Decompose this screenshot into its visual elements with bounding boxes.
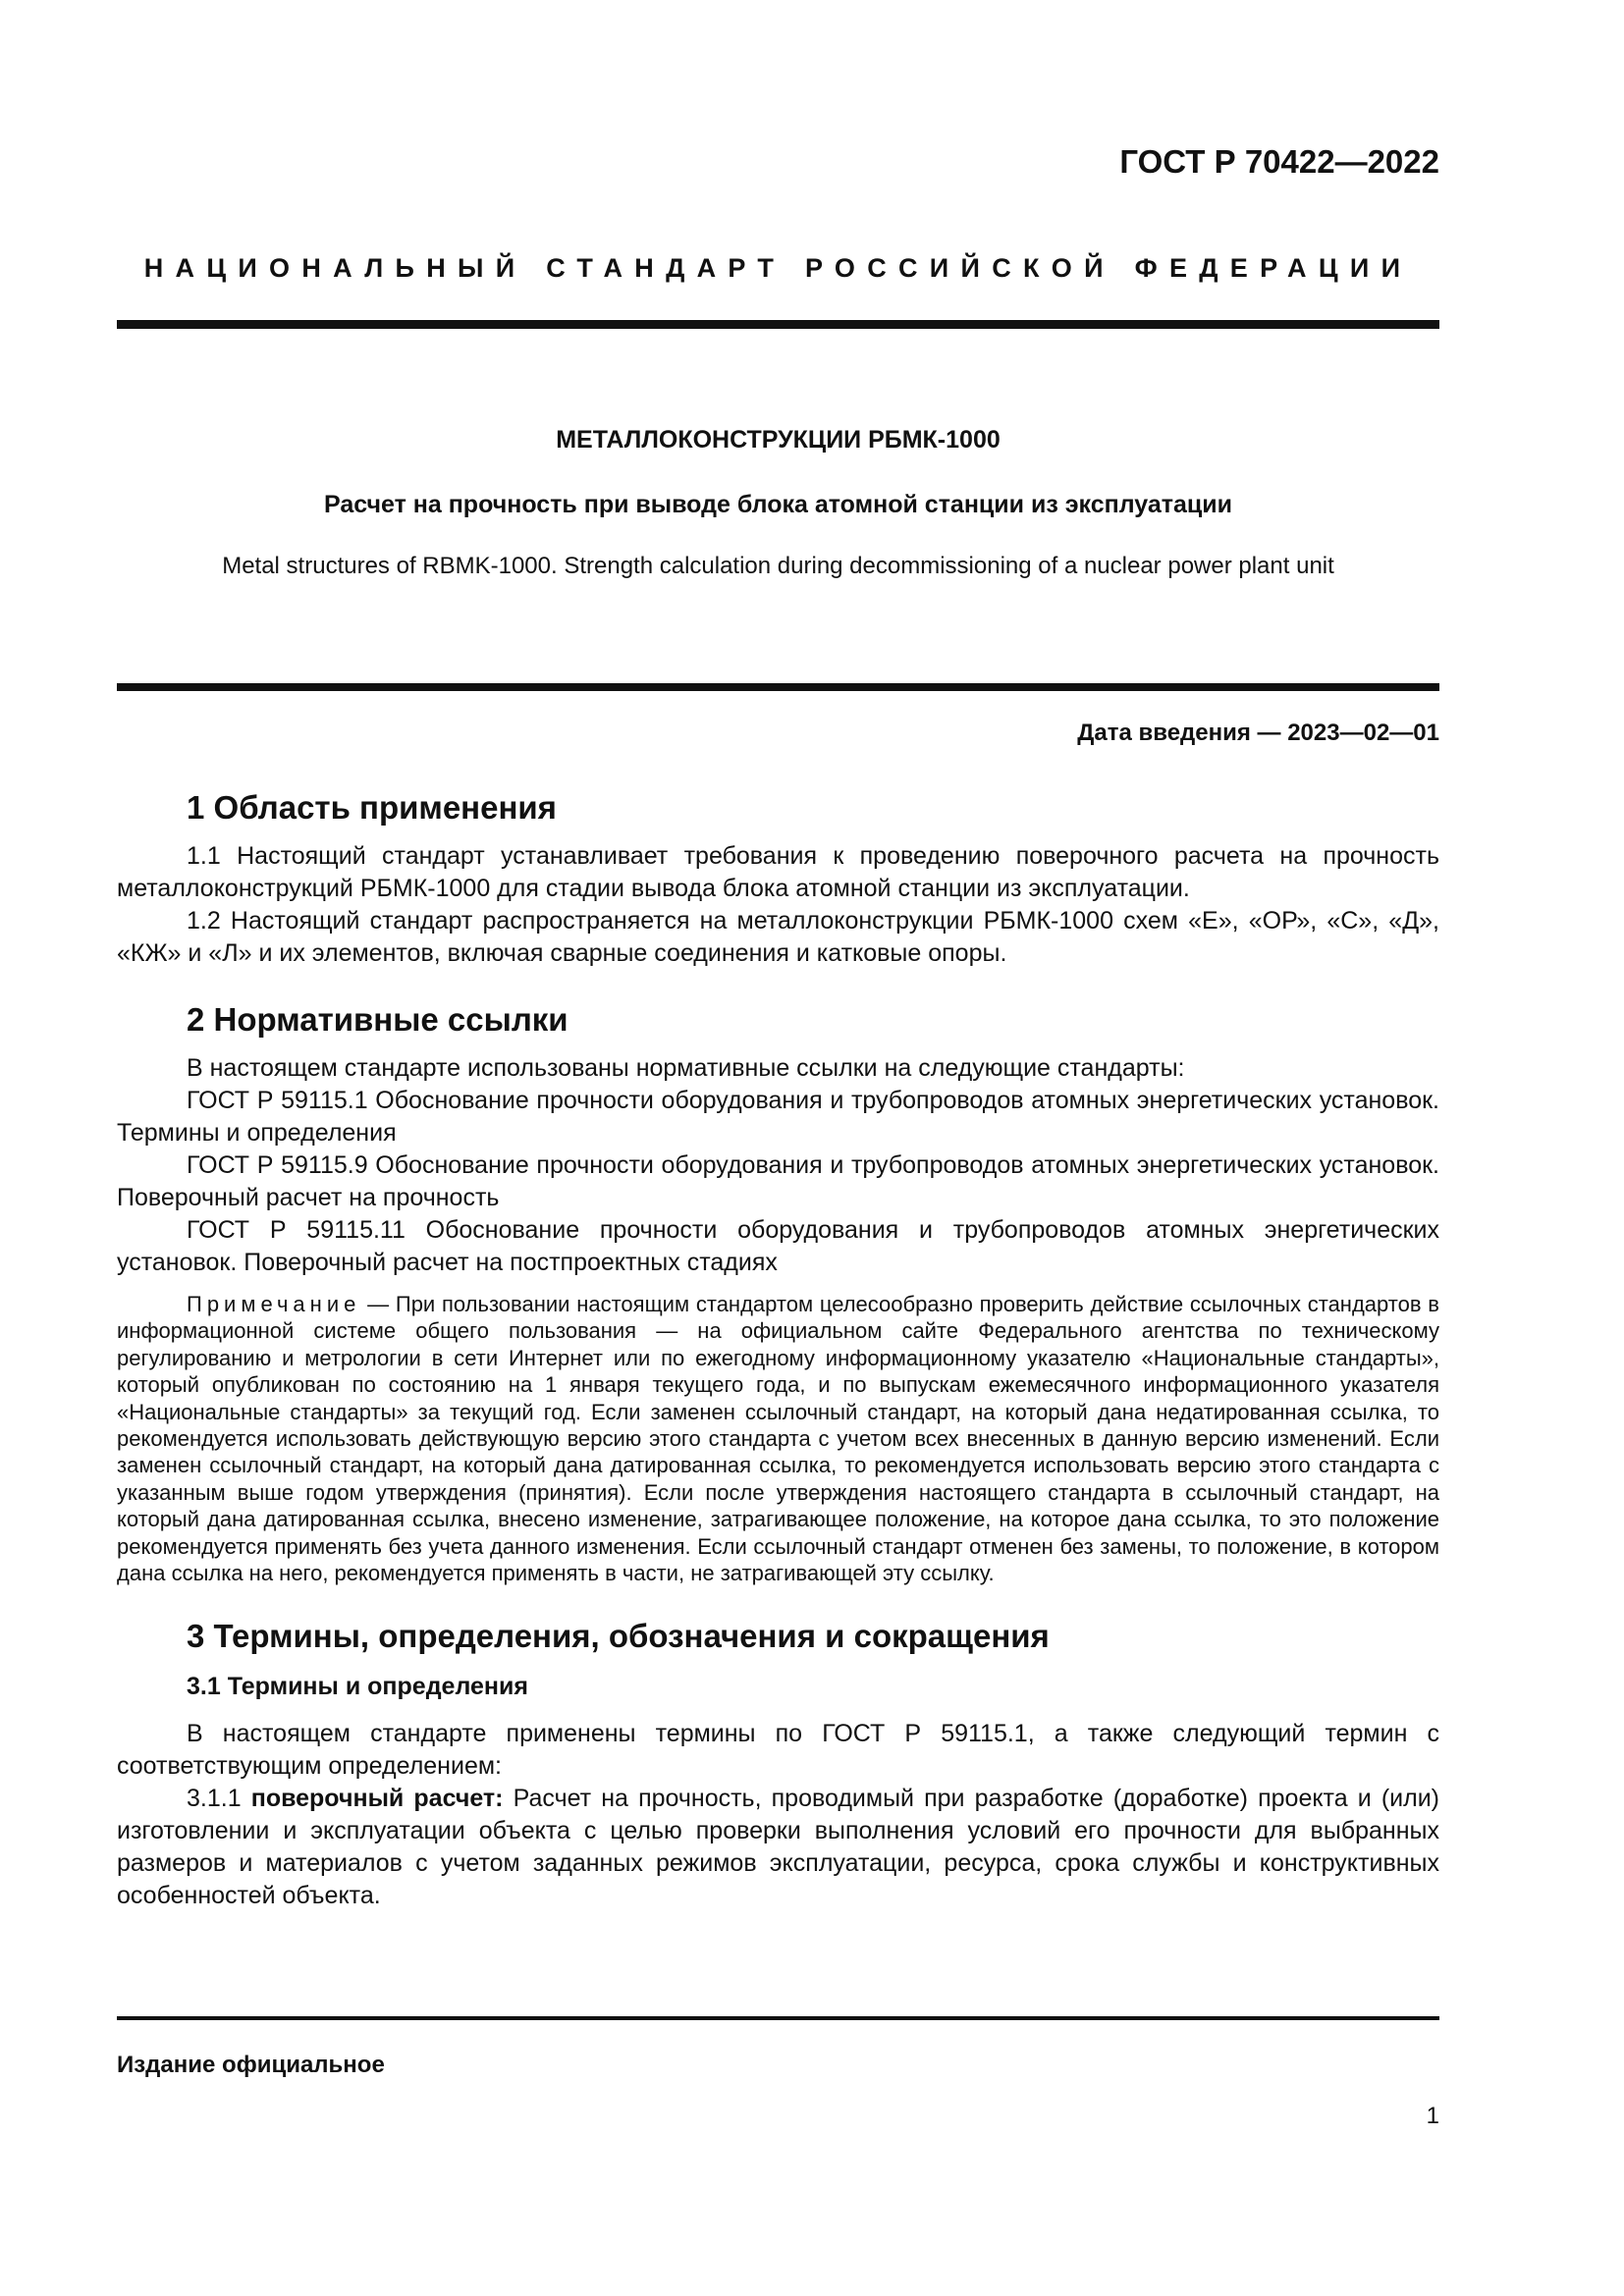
normative-reference: ГОСТ Р 59115.9 Обоснование прочности оборудования и трубопроводов атомных энергетических установок. Поверочный расчет на прочность (117, 1151, 1439, 1211)
term-definition (117, 1783, 1439, 1912)
normative-reference: ГОСТ Р 59115.11 Обоснование прочности оборудования и трубопроводов атомных энергетических установок. Поверочный расчет на постпроектных стадиях (117, 1216, 1439, 1276)
note-label: Примечание (187, 1292, 361, 1316)
normative-reference: ГОСТ Р 59115.1 Обоснование прочности оборудования и трубопроводов атомных энергетических установок. Термины и определения (117, 1087, 1439, 1147)
document-title: МЕТАЛЛОКОНСТРУКЦИИ РБМК-1000 (556, 426, 1001, 454)
term-number: 3.1.1 (187, 1785, 251, 1813)
section-3-heading: 3 Термины, определения, обозначения и сокращения (187, 1618, 1050, 1655)
document-subtitle: Расчет на прочность при выводе блока атомной станции из эксплуатации (323, 491, 1233, 518)
section-1-heading: 1 Область применения (187, 789, 557, 826)
introduction-date: Дата введения — 2023—02—01 (1077, 720, 1439, 746)
official-edition-label: Издание официальное (117, 2052, 385, 2078)
paragraph-1-1: 1.1 Настоящий стандарт устанавливает требования к проведению поверочного расчета на прочность металлоконструкций РБМК-1000 для стадии вывода блока атомной станции из эксплуатации. (117, 842, 1439, 902)
national-standard-banner: НАЦИОНАЛЬНЫЙ СТАНДАРТ РОССИЙСКОЙ ФЕДЕРАЦИИ (143, 253, 1413, 283)
top-divider (117, 320, 1439, 329)
section-3-1-heading: 3.1 Термины и определения (187, 1673, 528, 1701)
paragraph-1-2: 1.2 Настоящий стандарт распространяется на металлоконструкции РБМК-1000 схем «Е», «ОР», «С», «Д», «КЖ» и «Л» и их элементов, включая сварные соединения и катковые опоры. (117, 907, 1439, 967)
section-2-heading: 2 Нормативные ссылки (187, 1001, 568, 1038)
note-paragraph (117, 1291, 1439, 1586)
title-divider (117, 683, 1439, 691)
english-title: Metal structures of RBMK-1000. Strength calculation during decommissioning of a nuclear power plant unit (222, 553, 1334, 579)
section-3-intro: В настоящем стандарте применены термины по ГОСТ Р 59115.1, а также следующий термин с соответствующим определением: (117, 1720, 1439, 1781)
section-2-intro: В настоящем стандарте использованы нормативные ссылки на следующие стандарты: (187, 1054, 1185, 1082)
footer-divider (117, 2016, 1439, 2020)
page-number: 1 (1426, 2103, 1439, 2129)
term-text: Расчет на прочность, проводимый при разработке (доработке) проекта и (или) изготовлении и эксплуатации объекта с целью проверки выполнения условий его прочности для выбранных размеров и материалов с учетом заданных режимов эксплуатации, ресурса, срока службы и конструктивных особенностей объекта. (117, 1785, 1439, 1910)
note-text: — При пользовании настоящим стандартом целесообразно проверить действие ссылочных стандартов в информационной системе общего пользования — на официальном сайте Федерального агентства по техническому регулированию и метрологии в сети Интернет или по ежегодному информационному указателю «Национальные стандарты», который опубликован по состоянию на 1 января текущего года, и по выпускам ежемесячного информационного указателя «Национальные стандарты» за текущий год. Если заменен ссылочный стандарт, на который дана недатированная ссылка, то рекомендуется использовать действующую версию этого стандарта с учетом всех внесенных в данную версию изменений. Если заменен ссылочный стандарт, на который дана датированная ссылка, то рекомендуется использовать версию этого стандарта с указанным выше годом утверждения (принятия). Если после утверждения настоящего стандарта в ссылочный стандарт, на который дана датированная ссылка, внесено изменение, затрагивающее положение, на которое дана ссылка, то это положение рекомендуется применять без учета данного изменения. Если ссылочный стандарт отменен без замены, то положение, в котором дана ссылка на него, рекомендуется применять в части, не затрагивающей эту ссылку. (117, 1292, 1439, 1586)
document-body (117, 783, 1439, 1912)
document-number: ГОСТ Р 70422—2022 (1119, 143, 1439, 180)
term-name: поверочный расчет: (250, 1785, 504, 1813)
